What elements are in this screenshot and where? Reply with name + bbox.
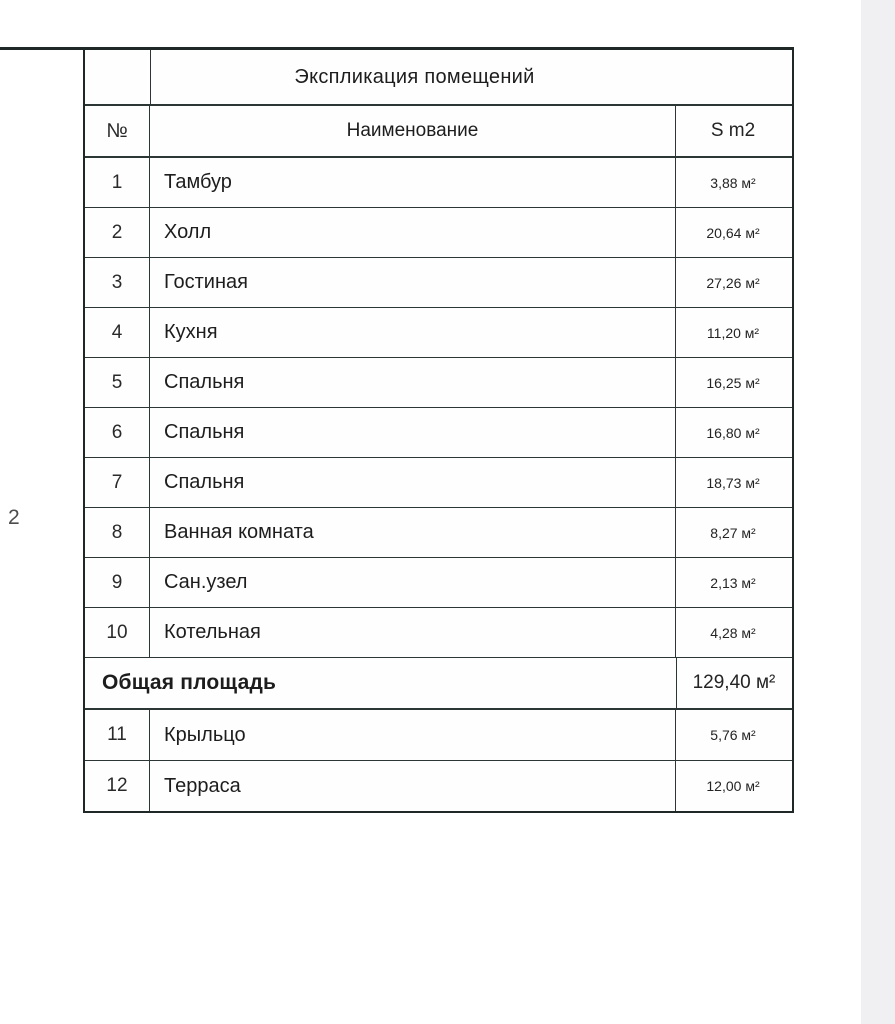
right-gray-strip [861, 0, 895, 1024]
total-area: 129,40 м² [692, 672, 776, 693]
room-area: 8,27 м² [710, 524, 756, 541]
room-name: Сан.узел [150, 558, 676, 607]
row-number: 7 [85, 458, 150, 507]
room-name: Холл [150, 208, 676, 257]
cropped-area-superscript: 2 [8, 506, 20, 529]
row-number: 8 [85, 508, 150, 557]
room-name: Крыльцо [150, 710, 676, 760]
room-name: Спальня [150, 358, 676, 407]
row-number: 5 [85, 358, 150, 407]
row-number: 10 [85, 608, 150, 657]
row-number: 9 [85, 558, 150, 607]
table-row [85, 358, 792, 408]
title-row-left-cell [85, 50, 151, 104]
table-row [85, 558, 792, 608]
total-row [85, 658, 792, 710]
room-name: Ванная комната [150, 508, 676, 557]
plan-crop-line [0, 47, 85, 50]
row-number: 1 [85, 158, 150, 207]
room-area: 16,25 м² [706, 374, 760, 391]
header-name: Наименование [150, 106, 676, 156]
room-schedule-table [83, 47, 794, 813]
table-row [85, 508, 792, 558]
room-area: 2,13 м² [710, 574, 756, 591]
table-row [85, 308, 792, 358]
room-name: Гостиная [150, 258, 676, 307]
table-title: Экспликация помещений [294, 65, 535, 88]
row-number: 4 [85, 308, 150, 357]
room-name: Кухня [150, 308, 676, 357]
table-row [85, 158, 792, 208]
table-row [85, 458, 792, 508]
room-area: 20,64 м² [706, 224, 760, 241]
table-row [85, 608, 792, 658]
room-name: Спальня [150, 408, 676, 457]
table-header-row [85, 106, 792, 158]
room-name: Терраса [150, 761, 676, 811]
table-row [85, 408, 792, 458]
table-row [85, 208, 792, 258]
row-number: 2 [85, 208, 150, 257]
room-area: 12,00 м² [706, 778, 760, 794]
room-name: Тамбур [150, 158, 676, 207]
room-name: Котельная [150, 608, 676, 657]
header-number: № [85, 106, 150, 156]
table-row [85, 761, 792, 811]
table-row [85, 710, 792, 761]
header-area: S m2 [710, 120, 756, 141]
table-row [85, 258, 792, 308]
room-area: 4,28 м² [710, 624, 756, 641]
row-number: 6 [85, 408, 150, 457]
table-title-row [85, 50, 792, 106]
room-area: 11,20 м² [706, 324, 760, 341]
row-number: 12 [85, 761, 150, 811]
row-number: 11 [85, 710, 150, 760]
room-name: Спальня [150, 458, 676, 507]
room-area: 16,80 м² [706, 424, 760, 441]
room-area: 27,26 м² [706, 274, 760, 291]
room-area: 18,73 м² [706, 474, 760, 491]
room-area: 5,76 м² [710, 727, 756, 743]
row-number: 3 [85, 258, 150, 307]
room-area: 3,88 м² [710, 174, 756, 191]
total-label: Общая площадь [85, 658, 677, 708]
